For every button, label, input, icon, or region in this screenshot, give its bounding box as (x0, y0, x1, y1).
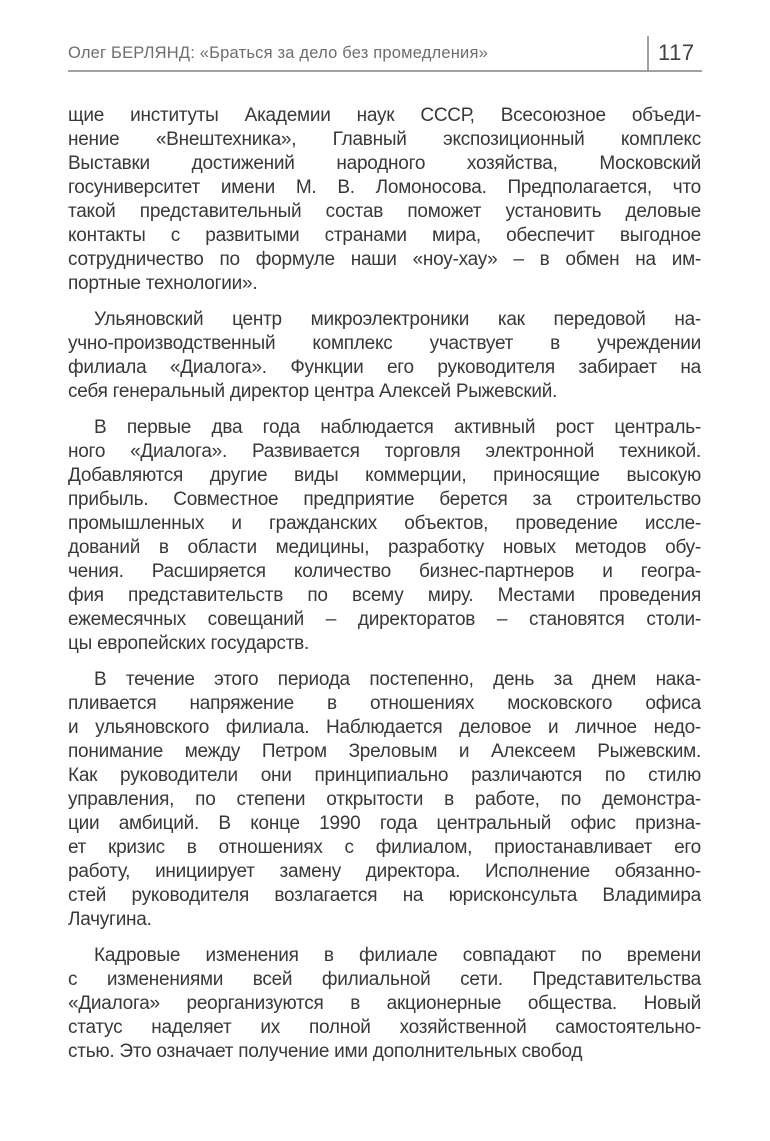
text-line: Выставки достижений народного хозяйства, Московский (68, 153, 701, 174)
text-line: ного «Диалога». Развивается торговля электронной техникой. (68, 441, 701, 462)
text-line: стей руководителя возлагается на юрисконсульта Владимира (68, 885, 701, 906)
text-line: филиала «Диалога». Функции его руководителя забирает на (68, 357, 701, 378)
text-line: себя генеральный директор центра Алексей Рыжевский. (68, 381, 558, 402)
paragraph (68, 668, 701, 932)
text-line: цы европейских государств. (68, 633, 310, 654)
paragraph (68, 944, 701, 1064)
text-line: портные технологии». (68, 273, 258, 294)
text-line: промышленных и гражданских объектов, проведение иссле- (68, 513, 701, 534)
text-line: Кадровые изменения в филиале совпадают по времени (94, 945, 701, 966)
text-line: учно-производственный комплекс участвует в учреждении (68, 333, 701, 354)
text-line: щие институты Академии наук СССР, Всесоюзное объеди- (68, 105, 701, 126)
text-line: «Диалога» реорганизуются в акционерные общества. Новый (68, 993, 701, 1014)
text-line: чения. Расширяется количество бизнес-партнеров и геогра- (68, 561, 701, 582)
text-line: нение «Внештехника», Главный экспозиционный комплекс (68, 129, 701, 150)
running-title: Олег БЕРЛЯНД: «Браться за дело без промедления» (68, 43, 488, 62)
text-line: Добавляются другие виды коммерции, приносящие высокую (68, 465, 701, 486)
text-line: Лачугина. (68, 909, 152, 930)
text-line: контакты с развитыми странами мира, обеспечит выгодное (68, 225, 701, 246)
text-line: статус наделяет их полной хозяйственной самостоятельно- (68, 1017, 701, 1038)
text-line: такой представительный состав поможет установить деловые (68, 201, 701, 222)
text-line: понимание между Петром Зреловым и Алексеем Рыжевским. (68, 741, 701, 762)
text-line: с изменениями всей филиальной сети. Представительства (68, 969, 701, 990)
text-line: Ульяновский центр микроэлектроники как передовой на- (94, 309, 701, 330)
page-text (68, 104, 701, 1076)
text-line: работу, инициирует замену директора. Исполнение обязанно- (68, 861, 701, 882)
text-line: В первые два года наблюдается активный рост централь- (94, 417, 701, 438)
page-number-box (647, 36, 702, 70)
text-line: В течение этого периода постепенно, день за днем нака- (94, 669, 701, 690)
text-line: ет кризис в отношениях с филиалом, приостанавливает его (68, 837, 701, 858)
text-line: стью. Это означает получение ими дополнительных свобод (68, 1041, 583, 1062)
running-header (68, 36, 702, 72)
page-number: 117 (658, 40, 695, 65)
text-line: сотрудничество по формуле наши «ноу-хау» – в обмен на им- (68, 249, 701, 270)
text-line: и ульяновского филиала. Наблюдается деловое и личное недо- (68, 717, 701, 738)
text-line: ежемесячных совещаний – директоратов – становятся столи- (68, 609, 701, 630)
text-line: Как руководители они принципиально различаются по стилю (68, 765, 701, 786)
text-line: прибыль. Совместное предприятие берется за строительство (68, 489, 701, 510)
text-line: госуниверситет имени М. В. Ломоносова. Предполагается, что (68, 177, 701, 198)
text-line: фия представительств по всему миру. Местами проведения (68, 585, 701, 606)
text-line: дований в области медицины, разработку новых методов обу- (68, 537, 701, 558)
paragraph (68, 308, 701, 404)
text-line: управления, по степени открытости в работе, по демонстра- (68, 789, 701, 810)
text-line: пливается напряжение в отношениях московского офиса (68, 693, 701, 714)
paragraph (68, 416, 701, 656)
text-line: ции амбиций. В конце 1990 года центральный офис призна- (68, 813, 701, 834)
paragraph (68, 104, 701, 296)
